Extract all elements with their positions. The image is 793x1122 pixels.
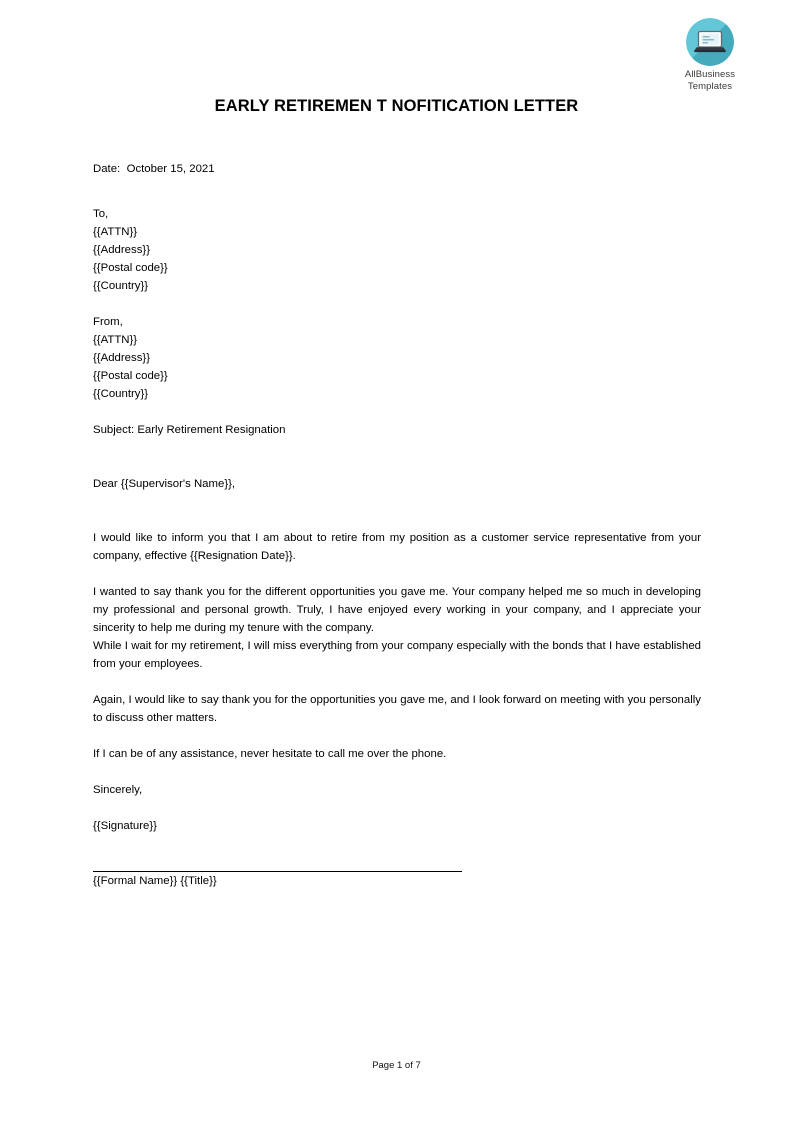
body-paragraph-3: While I wait for my retirement, I will miss everything from your company especially with the bonds that I have established from your employees. (93, 640, 701, 670)
spacer (93, 178, 701, 196)
to-line-address: {{Address}} (93, 244, 151, 256)
spacer (93, 196, 701, 205)
from-heading: From, (93, 316, 123, 328)
signature-placeholder: {{Signature}} (93, 820, 157, 832)
date-label: Date: (93, 163, 121, 175)
from-line-country: {{Country}} (93, 388, 149, 400)
page-footer: Page 1 of 7 (372, 1060, 421, 1071)
subject-line: Subject: Early Retirement Resignation (93, 424, 286, 436)
to-line-attn: {{ATTN}} (93, 226, 138, 238)
spacer (93, 853, 701, 871)
body-paragraph-2: I wanted to say thank you for the different opportunities you gave me. Your company helped me so much in developing my professional and personal growth. Truly, I have enjoyed every working in your company, and I appreciate your sincerity to help me during my tenure with the company. (93, 586, 701, 634)
from-line-postal-code: {{Postal code}} (93, 370, 168, 382)
spacer (93, 493, 701, 511)
to-line-postal-code: {{Postal code}} (93, 262, 168, 274)
brand-name-line-2: Templates (687, 80, 733, 92)
document-body (93, 160, 701, 890)
from-address-block (93, 313, 701, 403)
spacer (93, 457, 701, 475)
spacer (93, 295, 701, 313)
spacer (93, 565, 701, 583)
body-paragraph-5: If I can be of any assistance, never hesitate to call me over the phone. (93, 748, 447, 760)
salutation: Dear {{Supervisor's Name}}, (93, 478, 236, 490)
spacer (93, 673, 701, 691)
laptop-glyph (693, 29, 727, 55)
to-line-country: {{Country}} (93, 280, 149, 292)
to-heading: To, (93, 208, 109, 220)
closing: Sincerely, (93, 784, 143, 796)
brand-logo-block (655, 18, 765, 92)
page-title: EARLY RETIREMEN T NOFITICATION LETTER (214, 97, 579, 115)
signature-name-title: {{Formal Name}} {{Title}} (93, 875, 217, 887)
spacer (93, 763, 701, 781)
from-line-attn: {{ATTN}} (93, 334, 138, 346)
body-paragraph-1: I would like to inform you that I am about to retire from my position as a customer service representative from your company, effective {{Resignation Date}}. (93, 532, 701, 562)
spacer (93, 727, 701, 745)
brand-name-line-1: AllBusiness (684, 69, 736, 80)
spacer (93, 439, 701, 457)
spacer (93, 511, 701, 529)
date-line (93, 160, 701, 178)
body-paragraph-4: Again, I would like to say thank you for the opportunities you gave me, and I look forward on meeting with you personally to discuss other matters. (93, 694, 701, 724)
spacer (93, 799, 701, 817)
laptop-icon (686, 18, 734, 66)
spacer (93, 835, 701, 853)
spacer (93, 403, 701, 421)
from-line-address: {{Address}} (93, 352, 151, 364)
date-value: October 15, 2021 (126, 163, 215, 175)
to-address-block (93, 205, 701, 295)
